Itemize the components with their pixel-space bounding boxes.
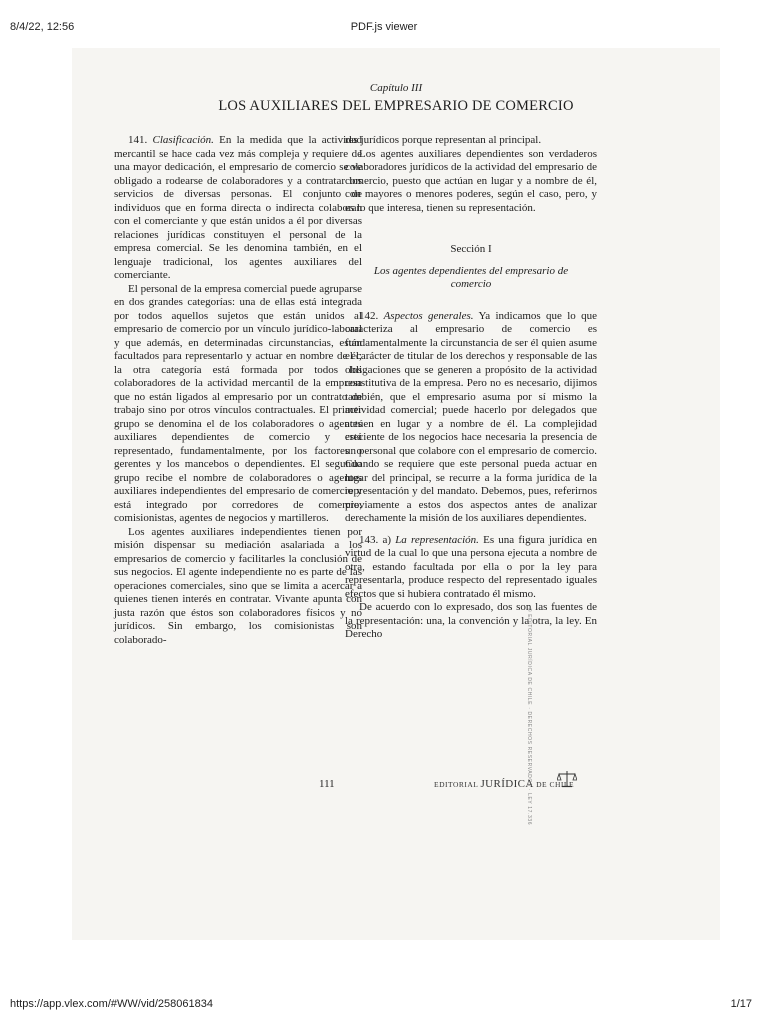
- paragraph-continued: [345, 134, 597, 148]
- section-subtitle: Los agentes dependientes del empresario de comercio: [373, 264, 569, 290]
- browser-datetime: 8/4/22, 12:56: [10, 21, 75, 33]
- paragraph-text: Ya indicamos que lo que caracteriza al empresario de comercio es fundamentalmente la circunstancia de ser él quien asume el carácter de titular de los derechos y responsable de las obligaciones que se generen a propósito de la actividad constitutiva de la empresa. Pero no es necesario, dijimos también, que el empresario asuma por sí mismo la actividad comercial; puede hacerlo por delegados que actúen en lugar y a nombre de él. La complejidad creciente de los negocios hace necesaria la presencia de un personal que colabore con el empresario de comercio. Cuando se requiere que este personal pueda actuar en lugar del principal, se recurre a la forma jurídica de la representación y del mandato. Debemos, pues, referirnos previamente a estos dos aspectos antes de analizar derechamente la misión de los auxiliares dependientes.: [345, 309, 598, 524]
- paragraph-number: 143. a): [359, 533, 396, 546]
- paragraph: [114, 526, 362, 648]
- publisher-footer: [434, 778, 574, 790]
- page-number: 111: [319, 778, 335, 790]
- paragraph-text: De acuerdo con lo expresado, dos son las fuentes de la representación: una, la convención y la otra, la ley. En Derecho: [345, 601, 597, 640]
- paragraph: [345, 601, 597, 642]
- paragraph-heading: Clasificación.: [152, 134, 214, 146]
- paragraph-text: En la medida que la actividad mercantil se hace cada vez más compleja y requiere de una mayor dedicación, el empresario de comercio se ve obligado a rodearse de colaboradores y a contratar los servicios de diversas personas. El conjunto de individuos que en forma directa o indirecta colaboran con el comerciante y que están unidos a él por diversas relaciones jurídicas constituyen el personal de la empresa comercial. Se les denomina también, en el lenguaje tradicional, los agentes auxiliares del comerciante.: [114, 134, 363, 281]
- right-column: [345, 134, 597, 642]
- side-copyright-text: © EDITORIAL JURÍDICA DE CHILE · DERECHOS RESERVADOS · LEY 17.336: [526, 608, 532, 826]
- paragraph-143: [345, 534, 597, 602]
- scales-of-justice-icon: [557, 770, 577, 788]
- left-column: [114, 134, 362, 647]
- page-url: https://app.vlex.com/#WW/vid/258061834: [10, 998, 213, 1010]
- paragraph-141: [114, 134, 362, 283]
- paragraph-text: Los agentes auxiliares dependientes son verdaderos colaboradores jurídicos de la actividad del empresario de comercio, puesto que actúan en lugar y a nombre de él, con mayores o menores poderes, según el caso, pero, y es lo que interesa, tienen su representación.: [345, 147, 597, 214]
- chapter-title: LOS AUXILIARES DEL EMPRESARIO DE COMERCIO: [218, 98, 574, 114]
- publisher-prefix: EDITORIAL: [434, 780, 479, 789]
- viewer-title: PDF.js viewer: [350, 21, 418, 33]
- page-count: 1/17: [730, 998, 752, 1010]
- paragraph: [114, 283, 362, 526]
- publisher-name: JURÍDICA: [480, 778, 534, 790]
- paragraph-heading: La representación.: [395, 533, 479, 546]
- paragraph-142: [345, 310, 597, 526]
- paragraph-heading: Aspectos generales.: [383, 309, 474, 322]
- paragraph-text: res jurídicos porque representan al principal.: [345, 134, 542, 146]
- paragraph-text: Los agentes auxiliares independientes tienen por misión dispensar su mediación asalariada a los empresarios de comercio y facilitarles la conclusión de sus negocios. El agente independiente no es parte de las operaciones comerciales, sino que se limita a acercar a quienes tienen interés en contratar. Vivante apunta con justa razón que éstos son colaboradores físicos y no jurídicos. Sin embargo, los comisionistas son colaborado-: [114, 525, 362, 646]
- paragraph-number: 142.: [359, 309, 384, 322]
- paragraph-text: Es una figura jurídica en virtud de la cual lo que una persona ejecuta a nombre de otra, estando facultada por ella o por la ley para representarla, produce respecto del representado iguales efectos que si hubiera contratado él mismo.: [345, 533, 597, 600]
- chapter-label: Capítulo III: [369, 82, 423, 94]
- document-page: [72, 48, 720, 940]
- paragraph-number: 141.: [128, 134, 153, 146]
- publisher-suffix: DE CHILE: [536, 780, 575, 789]
- paragraph: [345, 148, 597, 216]
- paragraph-text: El personal de la empresa comercial puede agruparse en dos grandes categorías: una de ellas está integrada por todos aquellos sujetos que están unidos al empresario de comercio por un vínculo jurídico-laboral y que además, en determinadas circunstancias, están facultados para representarlo y actuar en nombre de él; la otra categoría está formada por todos los colaboradores de la actividad mercantil de la empresa que no están ligados al empresario por un contrato de trabajo sino por otros vínculos contractuales. El primer grupo se denomina el de los colaboradores o agentes auxiliares dependientes de comercio y está representado, fundamentalmente, por los factores o gerentes y los mancebos o dependientes. El segundo grupo recibe el nombre de colaboradores o agentes auxiliares independientes del empresario de comercio y está integrado por corredores de comercio, comisionistas, agentes de negocios y martilleros.: [114, 282, 362, 524]
- section-heading: Sección I: [450, 243, 492, 255]
